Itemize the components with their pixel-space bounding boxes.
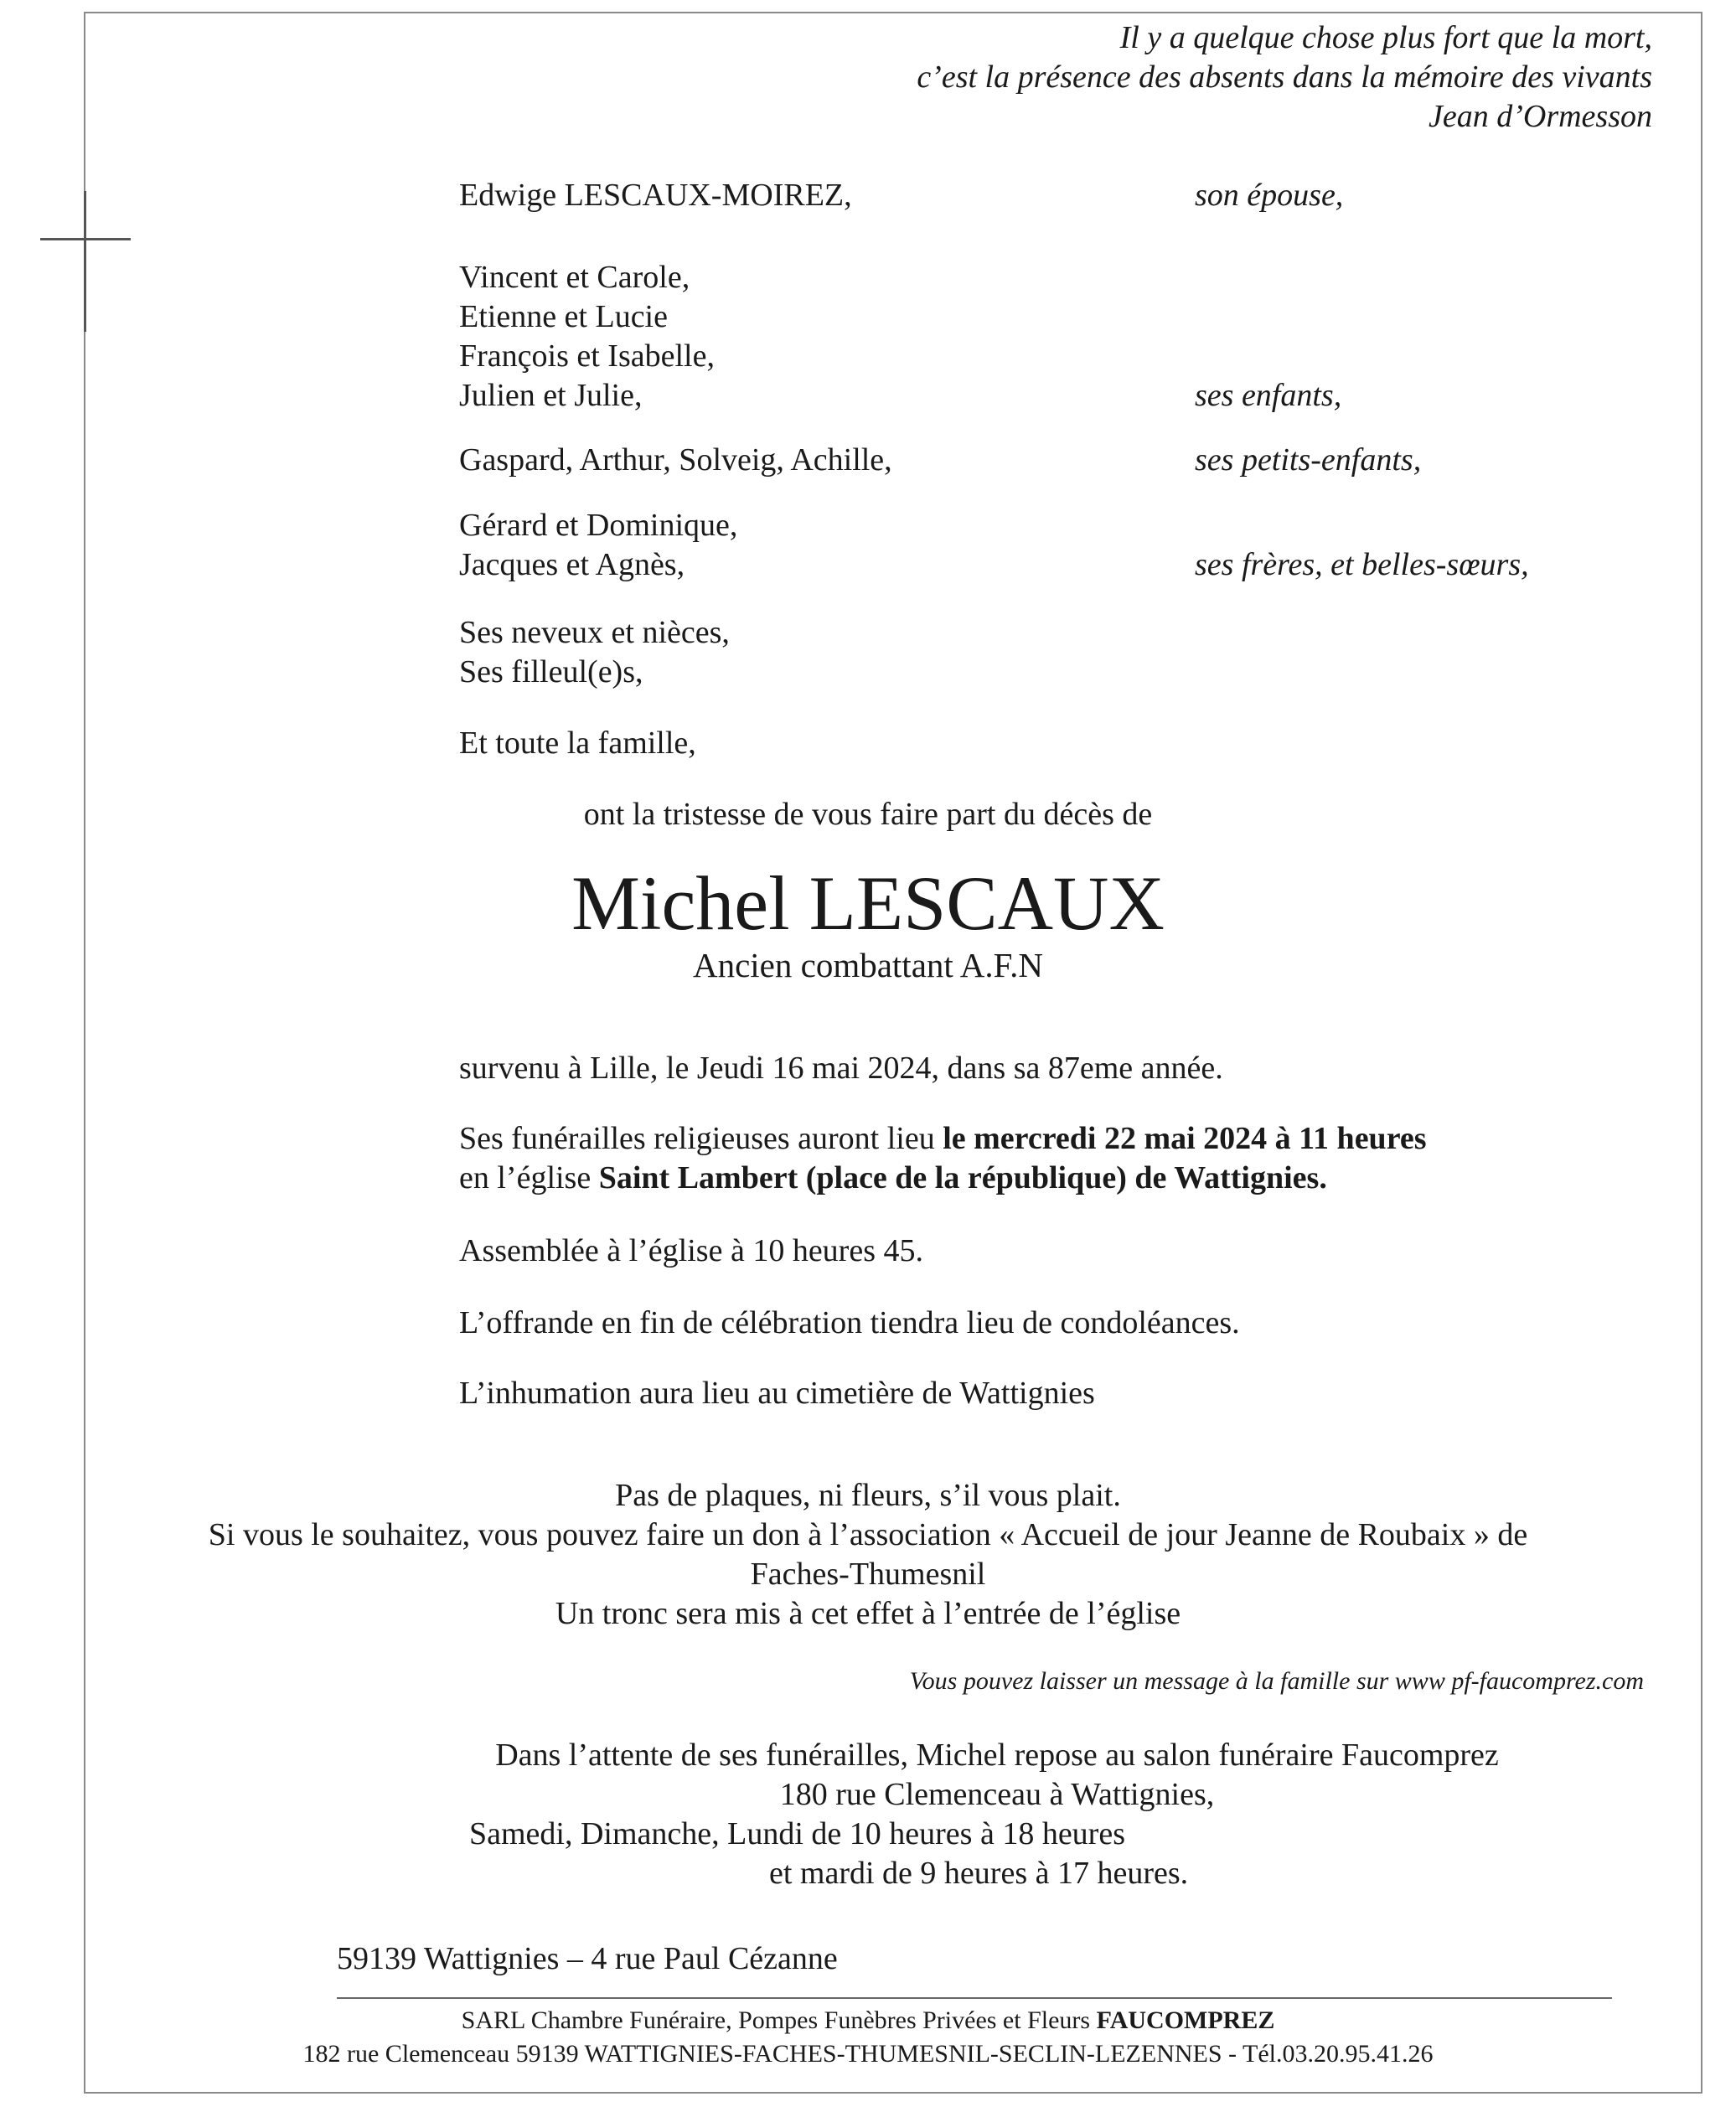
donation-line: Pas de plaques, ni fleurs, s’il vous plait. xyxy=(615,1478,1121,1513)
salon-line: et mardi de 9 heures à 17 heures. xyxy=(769,1856,1189,1891)
salon-line: Dans l’attente de ses funérailles, Michel repose au salon funéraire Faucomprez xyxy=(495,1738,1499,1773)
child-name: Etienne et Lucie xyxy=(459,299,668,334)
sibling-name: Jacques et Agnès, xyxy=(459,547,685,582)
donation-block xyxy=(0,1476,1736,1634)
assembly-time: Assemblée à l’église à 10 heures 45. xyxy=(459,1233,923,1268)
donation-line: Si vous le souhaitez, vous pouvez faire un don à l’association « Accueil de jour Jeanne de Roubaix » de xyxy=(208,1517,1528,1552)
family-siblings-list xyxy=(459,506,737,585)
family-grandchildren-relation: ses petits-enfants, xyxy=(1195,442,1422,478)
family-children-list xyxy=(459,258,715,416)
salon-line: 180 rue Clemenceau à Wattignies, xyxy=(779,1777,1215,1812)
funeral-home-footer xyxy=(0,2004,1736,2071)
quote-line-1: Il y a quelque chose plus fort que la mort, xyxy=(1119,20,1652,55)
donation-line: Faches-Thumesnil xyxy=(750,1557,986,1592)
quote-line-2: c’est la présence des absents dans la mémoire des vivants xyxy=(917,59,1652,95)
family-spouse-name: Edwige LESCAUX-MOIREZ, xyxy=(459,178,852,213)
child-name: François et Isabelle, xyxy=(459,338,715,374)
family-nephews-list xyxy=(459,613,730,692)
church-prefix: en l’église xyxy=(459,1160,599,1195)
deceased-title: Ancien combattant A.F.N xyxy=(692,946,1044,984)
burial-note: L’inhumation aura lieu au cimetière de Wattignies xyxy=(459,1376,1095,1411)
announcement-intro: ont la tristesse de vous faire part du décès de xyxy=(583,797,1153,832)
salon-line: Samedi, Dimanche, Lundi de 10 heures à 18 heures xyxy=(469,1816,1125,1851)
family-spouse-relation: son épouse, xyxy=(1195,178,1344,213)
funeral-details xyxy=(459,1119,1427,1198)
donation-line: Un tronc sera mis à cet effet à l’entrée de l’église xyxy=(555,1596,1181,1631)
church-name: Saint Lambert (place de la république) de Wattignies. xyxy=(598,1160,1327,1195)
salon-block xyxy=(452,1736,1542,1893)
child-name: Julien et Julie, xyxy=(459,378,643,413)
relative-line: Ses neveux et nièces, xyxy=(459,615,730,650)
family-children-relation: ses enfants, xyxy=(1195,378,1342,413)
website-message: Vous pouvez laisser un message à la famille sur www pf-faucomprez.com xyxy=(909,1667,1644,1695)
passing-details: survenu à Lille, le Jeudi 16 mai 2024, dans sa 87eme année. xyxy=(459,1051,1223,1086)
epigraph-quote xyxy=(917,18,1652,137)
family-all: Et toute la famille, xyxy=(459,726,696,761)
footer-address: 182 rue Clemenceau 59139 WATTIGNIES-FACHES-THUMESNIL-SECLIN-LEZENNES - Tél.03.20.95.41.26 xyxy=(302,2040,1434,2068)
quote-author: Jean d’Ormesson xyxy=(1428,99,1652,134)
child-name: Vincent et Carole, xyxy=(459,260,690,295)
relative-line: Ses filleul(e)s, xyxy=(459,654,643,689)
family-address: 59139 Wattignies – 4 rue Paul Cézanne xyxy=(337,1941,838,1976)
cross-icon-bar xyxy=(40,238,131,240)
offering-note: L’offrande en fin de célébration tiendra lieu de condoléances. xyxy=(459,1305,1240,1340)
deceased-name: Michel LESCAUX xyxy=(571,860,1165,946)
footer-divider xyxy=(337,1997,1612,1999)
family-grandchildren-names: Gaspard, Arthur, Solveig, Achille, xyxy=(459,442,892,478)
funeral-prefix: Ses funérailles religieuses auront lieu xyxy=(459,1121,943,1156)
cross-icon xyxy=(84,191,86,332)
funeral-date: le mercredi 22 mai 2024 à 11 heures xyxy=(943,1121,1427,1156)
sibling-name: Gérard et Dominique, xyxy=(459,508,738,543)
footer-company-prefix: SARL Chambre Funéraire, Pompes Funèbres Privées et Fleurs xyxy=(461,2006,1097,2034)
footer-company-name: FAUCOMPREZ xyxy=(1096,2006,1275,2034)
family-siblings-relation: ses frères, et belles-sœurs, xyxy=(1195,547,1529,582)
